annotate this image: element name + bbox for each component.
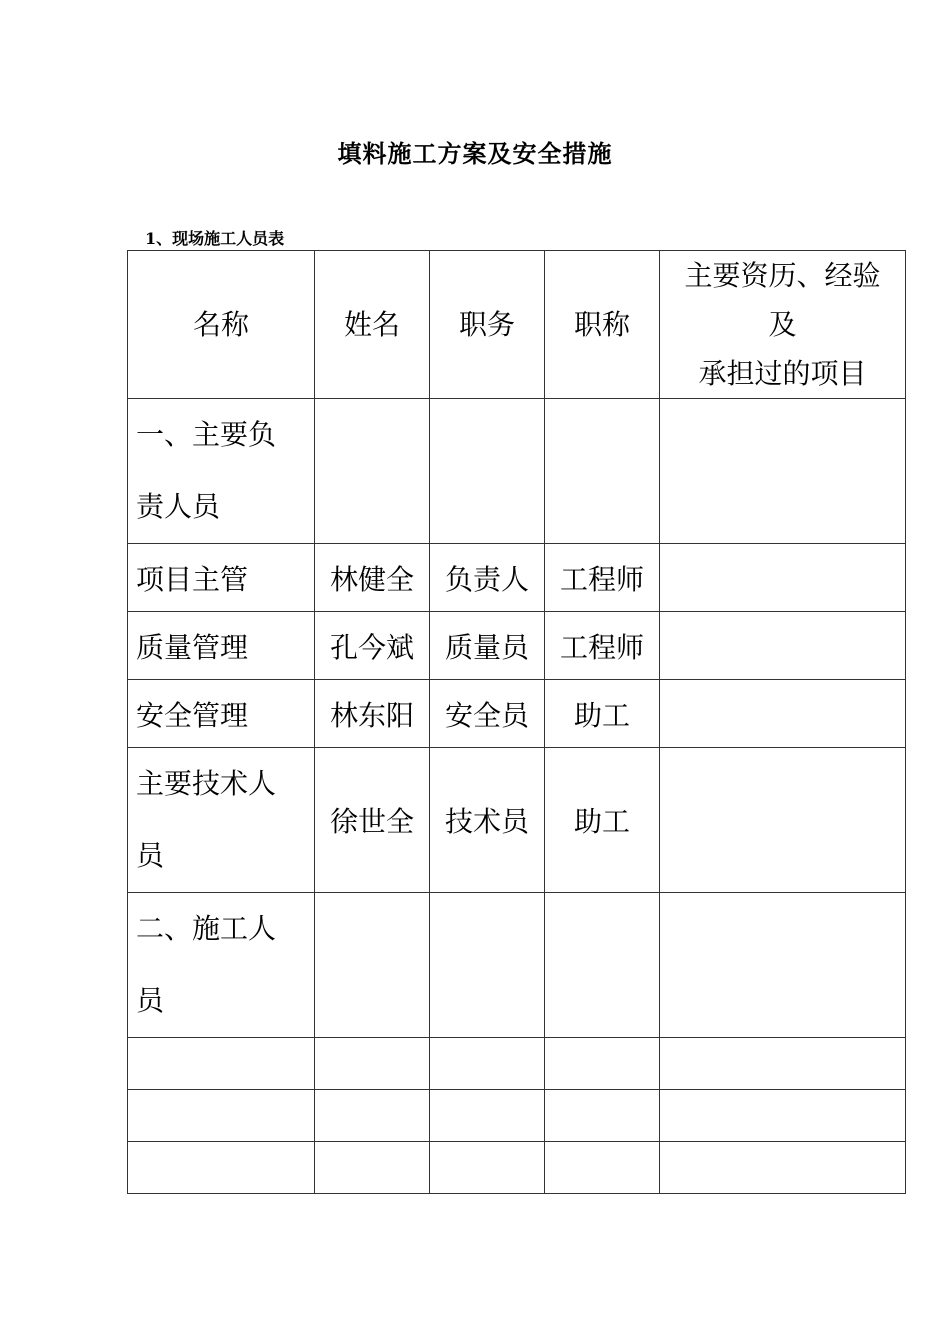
empty-cell [660,1038,906,1090]
row-person: 林东阳 [315,680,430,748]
row-name: 质量管理 [128,612,315,680]
row-position [430,893,545,1038]
header-person: 姓名 [315,251,430,399]
row-name-line1: 二、施工人 [136,912,277,945]
row-person [315,399,430,544]
row-name [128,399,315,544]
row-name [128,748,315,893]
table-header-row [128,251,906,399]
row-rank [545,893,660,1038]
row-rank: 助工 [545,680,660,748]
table-row [128,399,906,544]
table-row [128,544,906,612]
header-experience-line2: 及 [768,308,797,341]
document-title: 填料施工方案及安全措施 [337,139,613,168]
header-experience-line3: 承担过的项目 [698,357,867,390]
row-name-line2: 员 [136,984,165,1017]
header-experience [660,251,906,399]
table-row-empty [128,1142,906,1194]
header-position: 职务 [430,251,545,399]
row-person: 孔今斌 [315,612,430,680]
row-position: 技术员 [430,748,545,893]
row-person [315,893,430,1038]
row-position: 安全员 [430,680,545,748]
row-experience [660,680,906,748]
section-heading: 1、现场施工人员表 [145,229,285,248]
row-person: 林健全 [315,544,430,612]
empty-cell [660,1142,906,1194]
row-name-line1: 一、主要负 [136,418,277,451]
table-row-empty [128,1038,906,1090]
row-name-line1: 主要技术人 [136,767,277,800]
row-experience [660,893,906,1038]
table-row [128,748,906,893]
empty-cell [430,1090,545,1142]
table-row [128,893,906,1038]
empty-cell [128,1142,315,1194]
row-experience [660,544,906,612]
row-experience [660,399,906,544]
table-row [128,680,906,748]
empty-cell [545,1090,660,1142]
header-name: 名称 [128,251,315,399]
row-person: 徐世全 [315,748,430,893]
header-rank: 职称 [545,251,660,399]
row-rank: 助工 [545,748,660,893]
table-row-empty [128,1090,906,1142]
row-position: 质量员 [430,612,545,680]
empty-cell [545,1142,660,1194]
row-experience [660,612,906,680]
empty-cell [315,1090,430,1142]
empty-cell [315,1038,430,1090]
table-row [128,612,906,680]
row-name-line2: 责人员 [136,490,221,523]
row-name [128,893,315,1038]
empty-cell [128,1090,315,1142]
row-name-line2: 员 [136,839,165,872]
empty-cell [660,1090,906,1142]
header-experience-line1: 主要资历、经验 [684,259,881,292]
empty-cell [430,1142,545,1194]
row-name: 项目主管 [128,544,315,612]
row-rank: 工程师 [545,612,660,680]
row-position: 负责人 [430,544,545,612]
row-name: 安全管理 [128,680,315,748]
row-rank [545,399,660,544]
empty-cell [545,1038,660,1090]
row-position [430,399,545,544]
empty-cell [128,1038,315,1090]
empty-cell [315,1142,430,1194]
row-experience [660,748,906,893]
row-rank: 工程师 [545,544,660,612]
empty-cell [430,1038,545,1090]
staff-table [127,250,906,1194]
